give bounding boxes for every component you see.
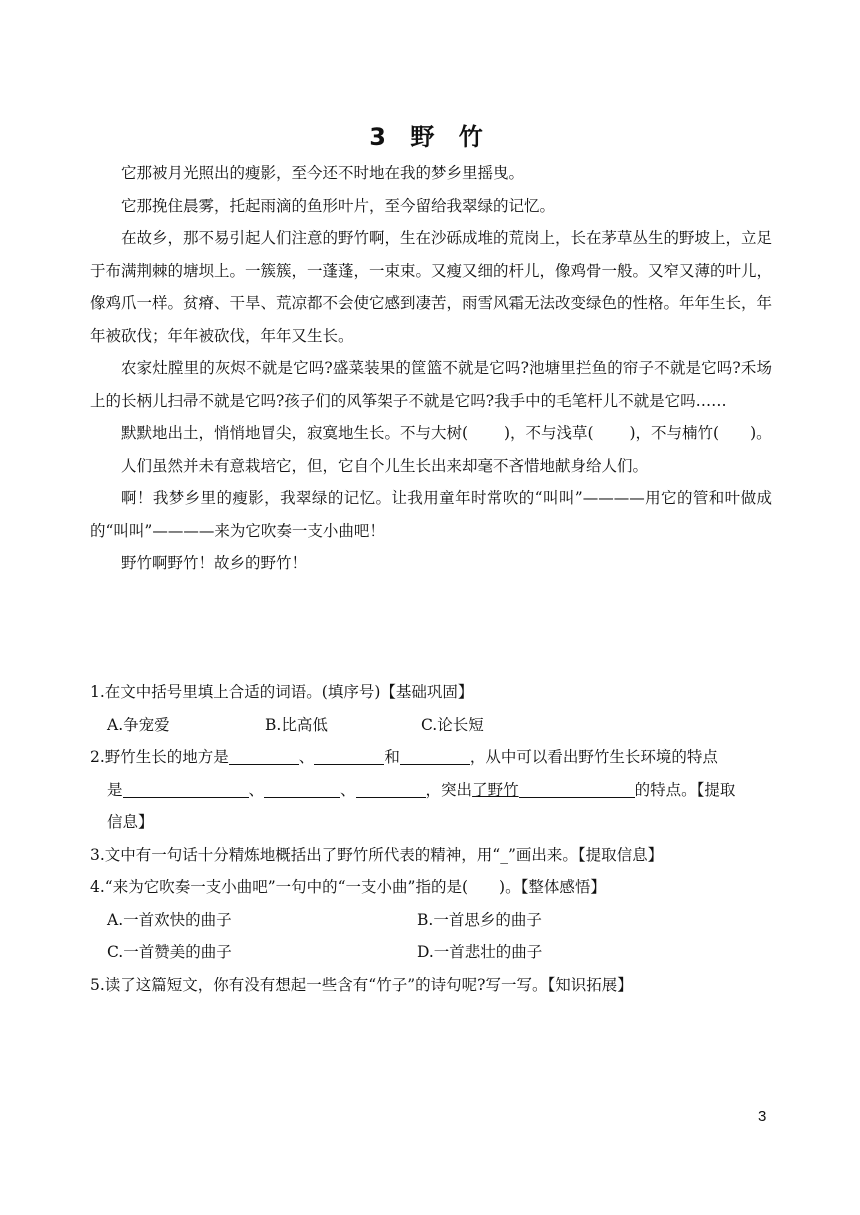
- paragraph-2: 它那挽住晨雾，托起雨滴的鱼形叶片，至今留给我翠绿的记忆。: [121, 196, 556, 215]
- paragraph-5: 默默地出土，悄悄地冒尖，寂寞地生长。不与大树( )，不与浅草( )，不与楠竹( )。: [121, 424, 772, 442]
- question-2-line-3: 信息】: [107, 813, 154, 831]
- blank-place-1[interactable]: [229, 747, 299, 765]
- question-4-options-row-1: [90, 904, 772, 937]
- q1-option-c: C.论长短: [421, 715, 484, 734]
- question-3: 3.文中有一句话十分精炼地概括出了野竹所代表的精神，用“_”画出来。【提取信息】: [90, 845, 664, 864]
- blank-feature-2[interactable]: [264, 779, 340, 797]
- q4-option-d: D.一首悲壮的曲子: [417, 943, 543, 961]
- blank-place-3[interactable]: [400, 747, 470, 765]
- blank-feature-3[interactable]: [356, 779, 426, 797]
- question-1: 1.在文中括号里填上合适的词语。(填序号)【基础巩固】: [90, 683, 474, 701]
- question-1-options: [90, 709, 772, 742]
- paragraph-3: 在故乡，那不易引起人们注意的野竹啊，生在沙砾成堆的荒岗上，长在茅草丛生的野坡上，立足于布满荆棘的塘坝上。一簇簇，一蓬蓬，一束束。又瘦又细的杆儿，像鸡骨一般。又窄又薄的叶儿，像鸡爪一样。贫瘠、干旱、荒凉都不会使它感到凄苦，雨雪风霜无法改变绿色的性格。年年生长，年年被砍伐；年年被砍伐，年年又生长。: [90, 229, 773, 345]
- blank-trait[interactable]: [519, 779, 635, 797]
- q4-option-c: C.一首赞美的曲子: [107, 943, 232, 961]
- article-body: [90, 157, 772, 580]
- paragraph-7: 啊！我梦乡里的瘦影，我翠绿的记忆。让我用童年时常吹的“叫叫”————用它的管和叶做成的“叫叫”————来为它吹奏一支小曲吧！: [90, 489, 772, 540]
- page-title: 3 野 竹: [369, 123, 491, 151]
- question-2-line-2: 是 、 、 ，突出了野竹 的特点。【提取: [107, 780, 736, 799]
- blank-place-2[interactable]: [314, 747, 384, 765]
- page-number: 3: [758, 1108, 767, 1125]
- question-2: 2.野竹生长的地方是 、 和 ，从中可以看出野竹生长环境的特点: [90, 748, 718, 766]
- paragraph-6: 人们虽然并未有意栽培它，但，它自个儿生长出来却毫不吝惜地献身给人们。: [121, 456, 649, 475]
- q1-option-a: A.争宠爱: [107, 715, 170, 734]
- question-4-options-row-2: [90, 936, 772, 969]
- question-5: 5.读了这篇短文，你有没有想起一些含有“竹子”的诗句呢?写一写。【知识拓展】: [90, 975, 633, 994]
- question-4: 4.“来为它吹奏一支小曲吧”一句中的“一支小曲”指的是( )。【整体感悟】: [90, 878, 606, 896]
- q4-option-b: B.一首思乡的曲子: [417, 910, 542, 929]
- paragraph-4: 农家灶膛里的灰烬不就是它吗?盛菜装果的筐篮不就是它吗?池塘里拦鱼的帘子不就是它吗?禾场上的长柄儿扫帚不就是它吗?孩子们的风筝架子不就是它吗?我手中的毛笔杆儿不就是它吗……: [90, 359, 772, 410]
- q4-option-a: A.一首欢快的曲子: [107, 910, 232, 929]
- questions: [90, 676, 772, 1001]
- q1-option-b: B.比高低: [265, 715, 328, 734]
- paragraph-8: 野竹啊野竹！故乡的野竹！: [121, 554, 308, 572]
- underlined-phrase: 了野竹: [472, 780, 519, 799]
- blank-feature-1[interactable]: [123, 779, 249, 797]
- paragraph-1: 它那被月光照出的瘦影，至今还不时地在我的梦乡里摇曳。: [121, 164, 525, 182]
